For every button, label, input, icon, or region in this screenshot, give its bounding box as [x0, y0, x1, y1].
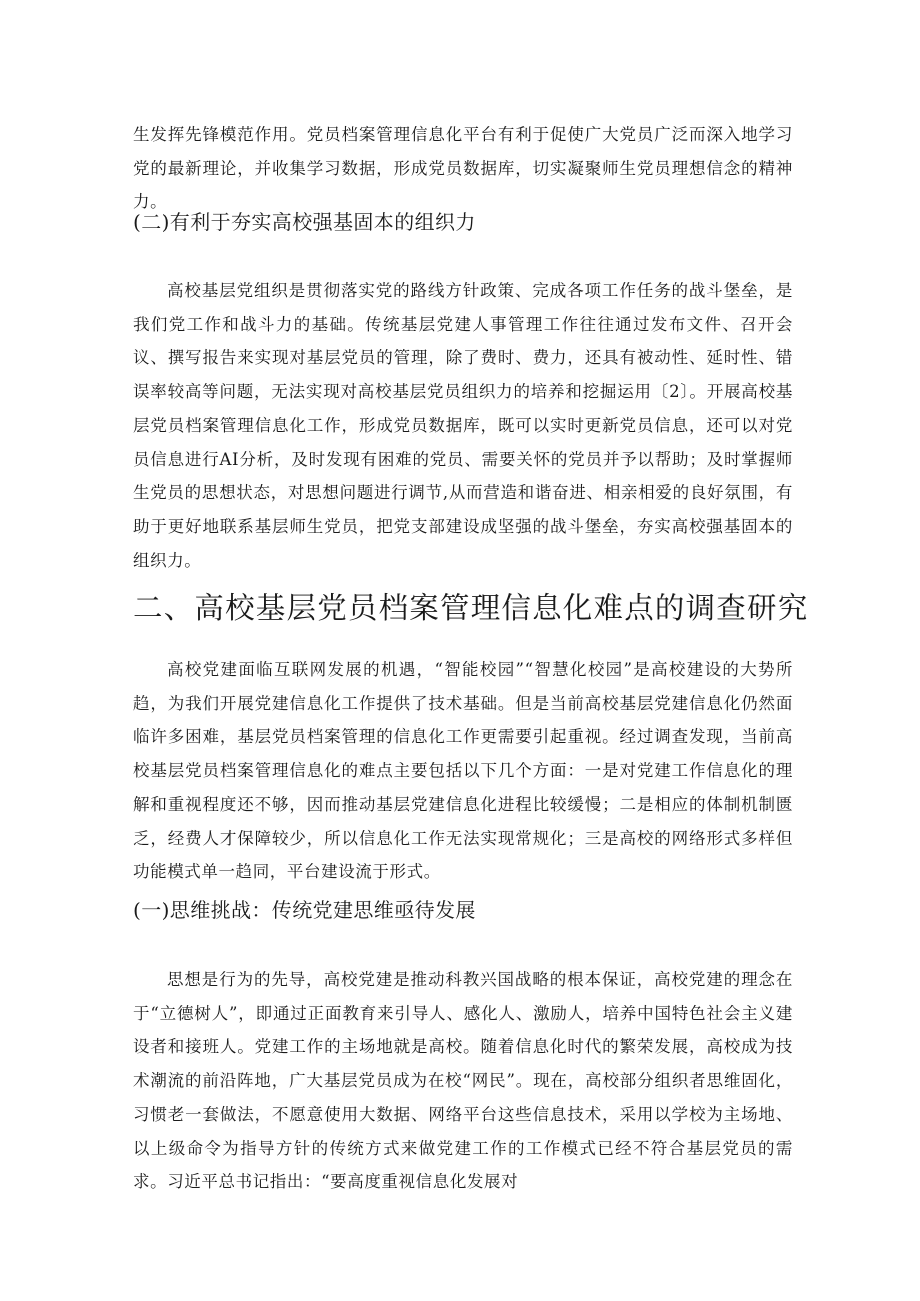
paragraph-continuation: 生发挥先锋模范作用。党员档案管理信息化平台有利于促使广大党员广泛而深入地学习党的最新理论，并收集学习数据，形成党员数据库，切实凝聚师生党员理想信念的精神力。	[133, 125, 793, 212]
paragraph-thinking-guide: 思想是行为的先导，高校党建是推动科教兴国战略的根本保证，高校党建的理念在于“立德树人”，即通过正面教育来引导人、感化人、激励人，培养中国特色社会主义建设者和接班人。党建工作的主场地就是高校。随着信息化时代的繁荣发展，高校成为技术潮流的前沿阵地，广大基层党员成为在校“网民”。现在，高校部分组织者思维固化，习惯老一套做法，不愿意使用大数据、网络平台这些信息技术，采用以学校为主场地、以上级命令为指导方针的传统方式来做党建工作的工作模式已经不符合基层党员的需求。习近平总书记指出：“要高度重视信息化发展对	[133, 970, 793, 1192]
paragraph-grassroots-organization: 高校基层党组织是贯彻落实党的路线方针政策、完成各项工作任务的战斗堡垒，是我们党工作和战斗力的基础。传统基层党建人事管理工作往往通过发布文件、召开会议、撰写报告来实现对基层党员的管理，除了费时、费力，还具有被动性、延时性、错误率较高等问题，无法实现对高校基层党员组织力的培养和挖掘运用〔2〕。开展高校基层党员档案管理信息化工作，形成党员数据库，既可以实时更新党员信息，还可以对党员信息进行AI分析，及时发现有困难的党员、需要关怀的党员并予以帮助；及时掌握师生党员的思想状态，对思想问题进行调节,从而营造和谐奋进、相亲相爱的良好氛围，有助于更好地联系基层师生党员，把党支部建设成坚强的战斗堡垒，夯实高校强基固本的组织力。	[133, 281, 793, 570]
subheading-organizational-strength: (二)有利于夯实高校强基固本的组织力	[133, 210, 476, 234]
subheading-thinking-challenge: (一)思维挑战：传统党建思维亟待发展	[133, 898, 476, 922]
paragraph-internet-opportunity: 高校党建面临互联网发展的机遇，“智能校园”“智慧化校园”是高校建设的大势所趋，为我们开展党建信息化工作提供了技术基础。但是当前高校基层党建信息化仍然面临许多困难，基层党员档案管理的信息化工作更需要引起重视。经过调查发现，当前高校基层党员档案管理信息化的难点主要包括以下几个方面：一是对党建工作信息化的理解和重视程度还不够，因而推动基层党建信息化进程比较缓慢；二是相应的体制机制匮乏，经费人才保障较少，所以信息化工作无法实现常规化；三是高校的网络形式多样但功能模式单一趋同，平台建设流于形式。	[133, 660, 793, 882]
section-heading-difficulties: 二、高校基层党员档案管理信息化难点的调查研究	[133, 591, 809, 625]
